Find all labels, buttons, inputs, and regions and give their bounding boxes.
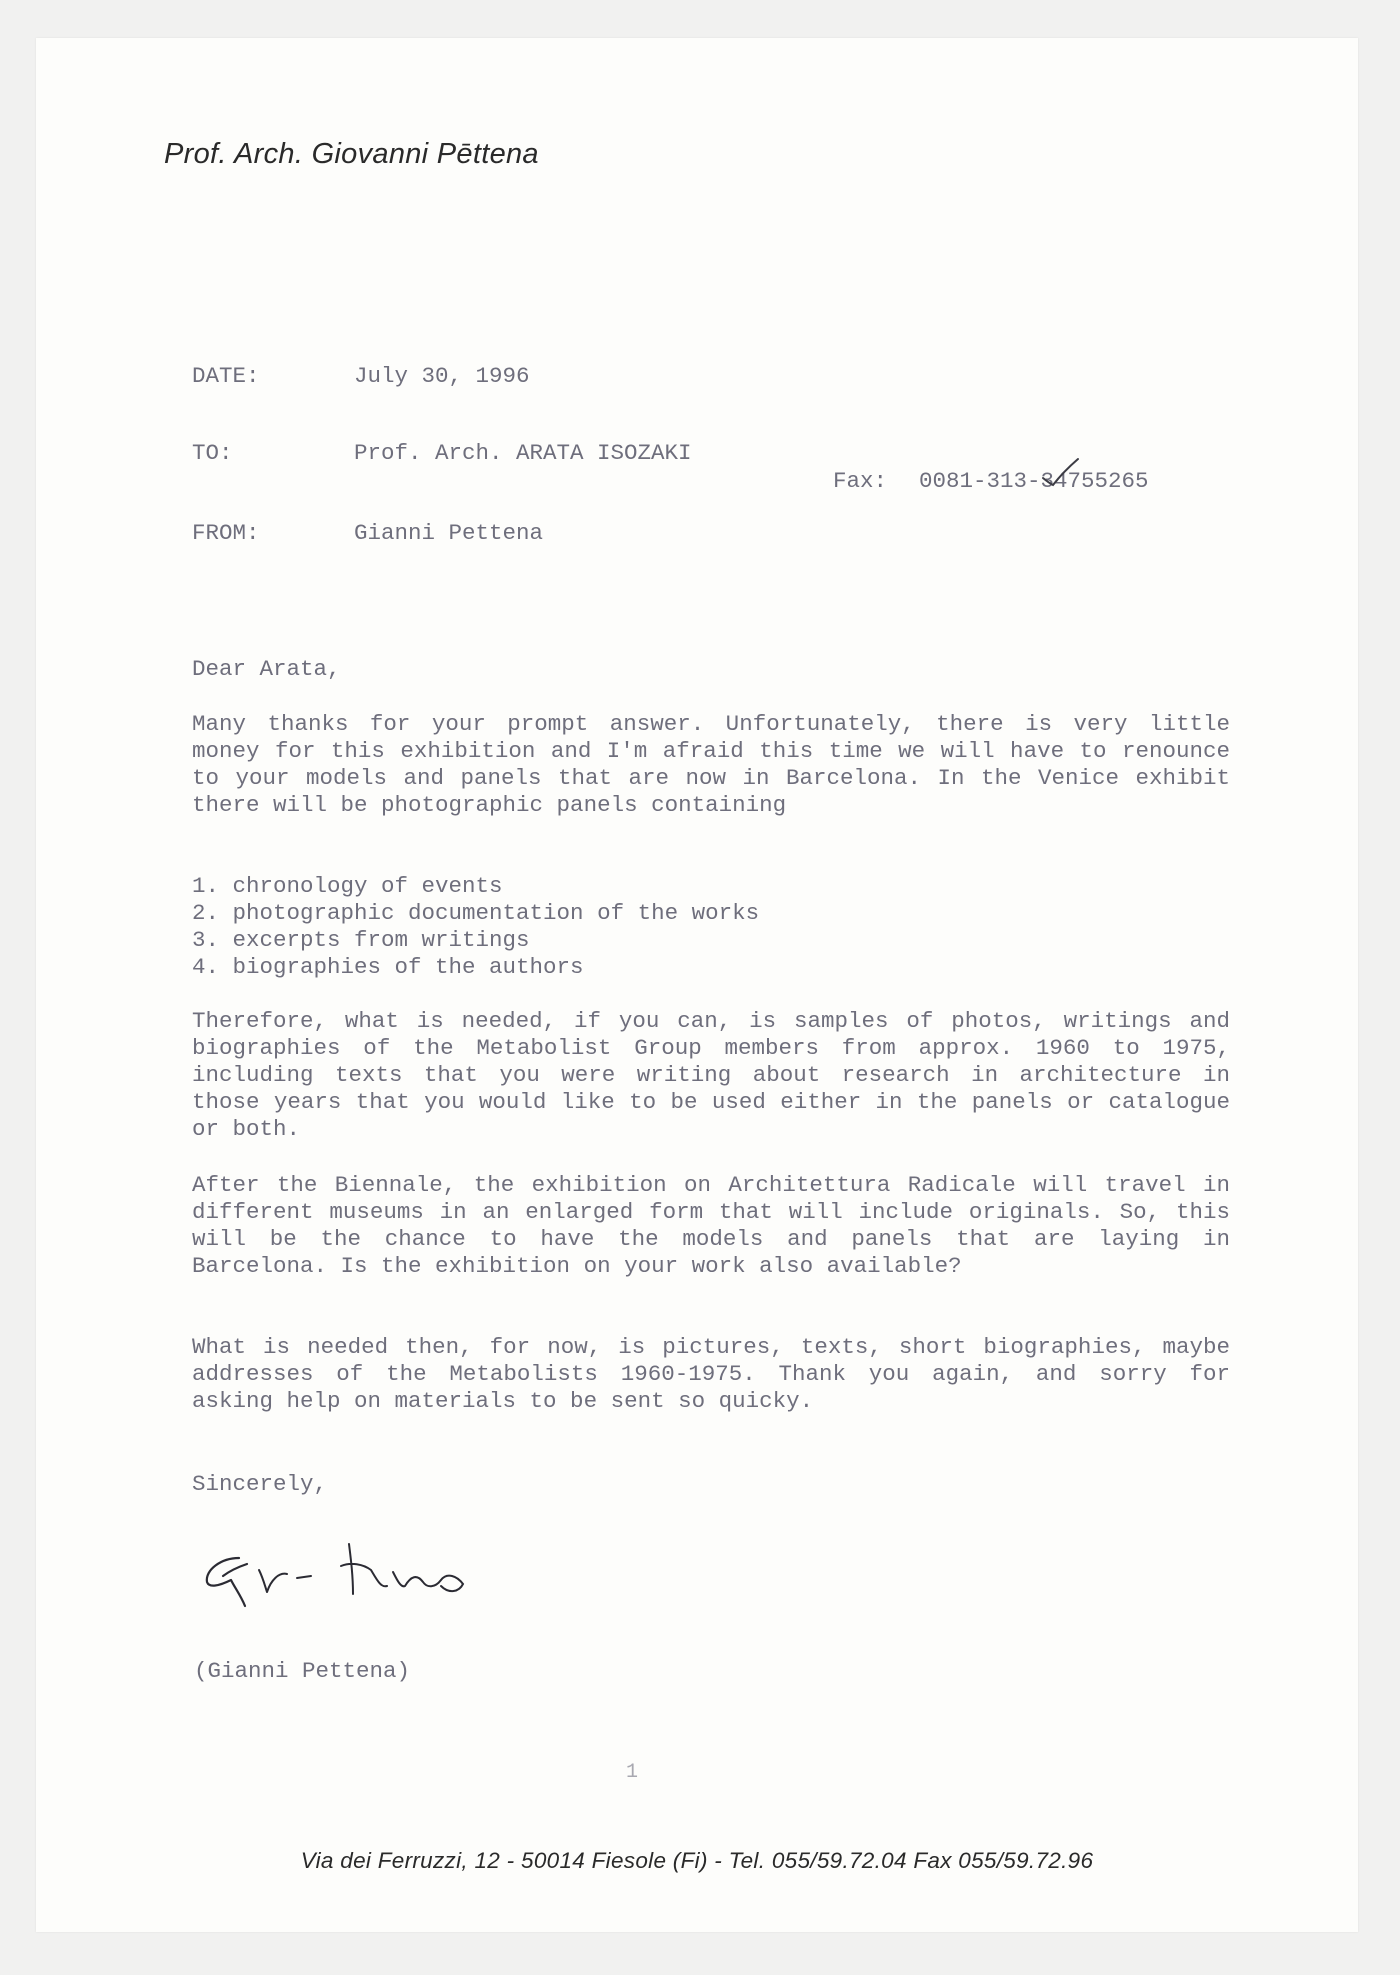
handwritten-checkmark [1039,456,1081,488]
page-number: 1 [626,1761,639,1784]
paragraph-3: After the Biennale, the exhibition on Architettura Radicale will travel in different museums in an enlarged form that will include originals. So, this will be the chance to have the models and panels that are laying in Barcelona. Is the exhibition on your work also available? [192,1172,1230,1279]
exhibit-contents-list [192,873,759,981]
letterhead-footer-address: Via dei Ferruzzi, 12 - 50014 Fiesole (Fi) - Tel. 055/59.72.04 Fax 055/59.72.96 [300,1848,1094,1873]
salutation: Dear Arata, [192,656,341,682]
paragraph-2: Therefore, what is needed, if you can, is samples of photos, writings and biographies of the Metabolist Group members from approx. 1960 to 1975, including texts that you were writing about research in architecture in those years that you would like to be used either in the panels or catalogue or both. [192,1008,1230,1142]
fax-line [833,468,1149,494]
closing: Sincerely, [192,1471,328,1497]
list-item: 4. biographies of the authors [192,954,584,980]
list-item: 1. chronology of events [192,873,503,899]
fax-label: Fax: [833,468,888,494]
to-label: TO: [192,440,233,466]
date-value: July 30, 1996 [354,363,530,389]
date-label: DATE: [192,363,260,389]
fax-number: 0081-313-34755265 [919,468,1149,494]
from-value: Gianni Pettena [354,520,544,546]
list-item: 3. excerpts from writings [192,927,530,953]
to-value: Prof. Arch. ARATA ISOZAKI [354,440,692,466]
signed-name: (Gianni Pettena) [194,1658,411,1684]
letterhead-name: Prof. Arch. Giovanni Pēttena [164,138,539,170]
paragraph-1: Many thanks for your prompt answer. Unfortunately, there is very little money for this exhibition and I'm afraid this time we will have to renounce to your models and panels that are now in Barcelona. In the Venice exhibit there will be photographic panels containing [192,711,1230,818]
paragraph-4: What is needed then, for now, is pictures, texts, short biographies, maybe addresses of the Metabolists 1960-1975. Thank you again, and sorry for asking help on materials to be sent so quicky. [192,1334,1230,1414]
from-label: FROM: [192,520,260,546]
letter-page [36,38,1358,1932]
handwritten-signature [201,1536,471,1626]
list-item: 2. photographic documentation of the works [192,900,760,926]
